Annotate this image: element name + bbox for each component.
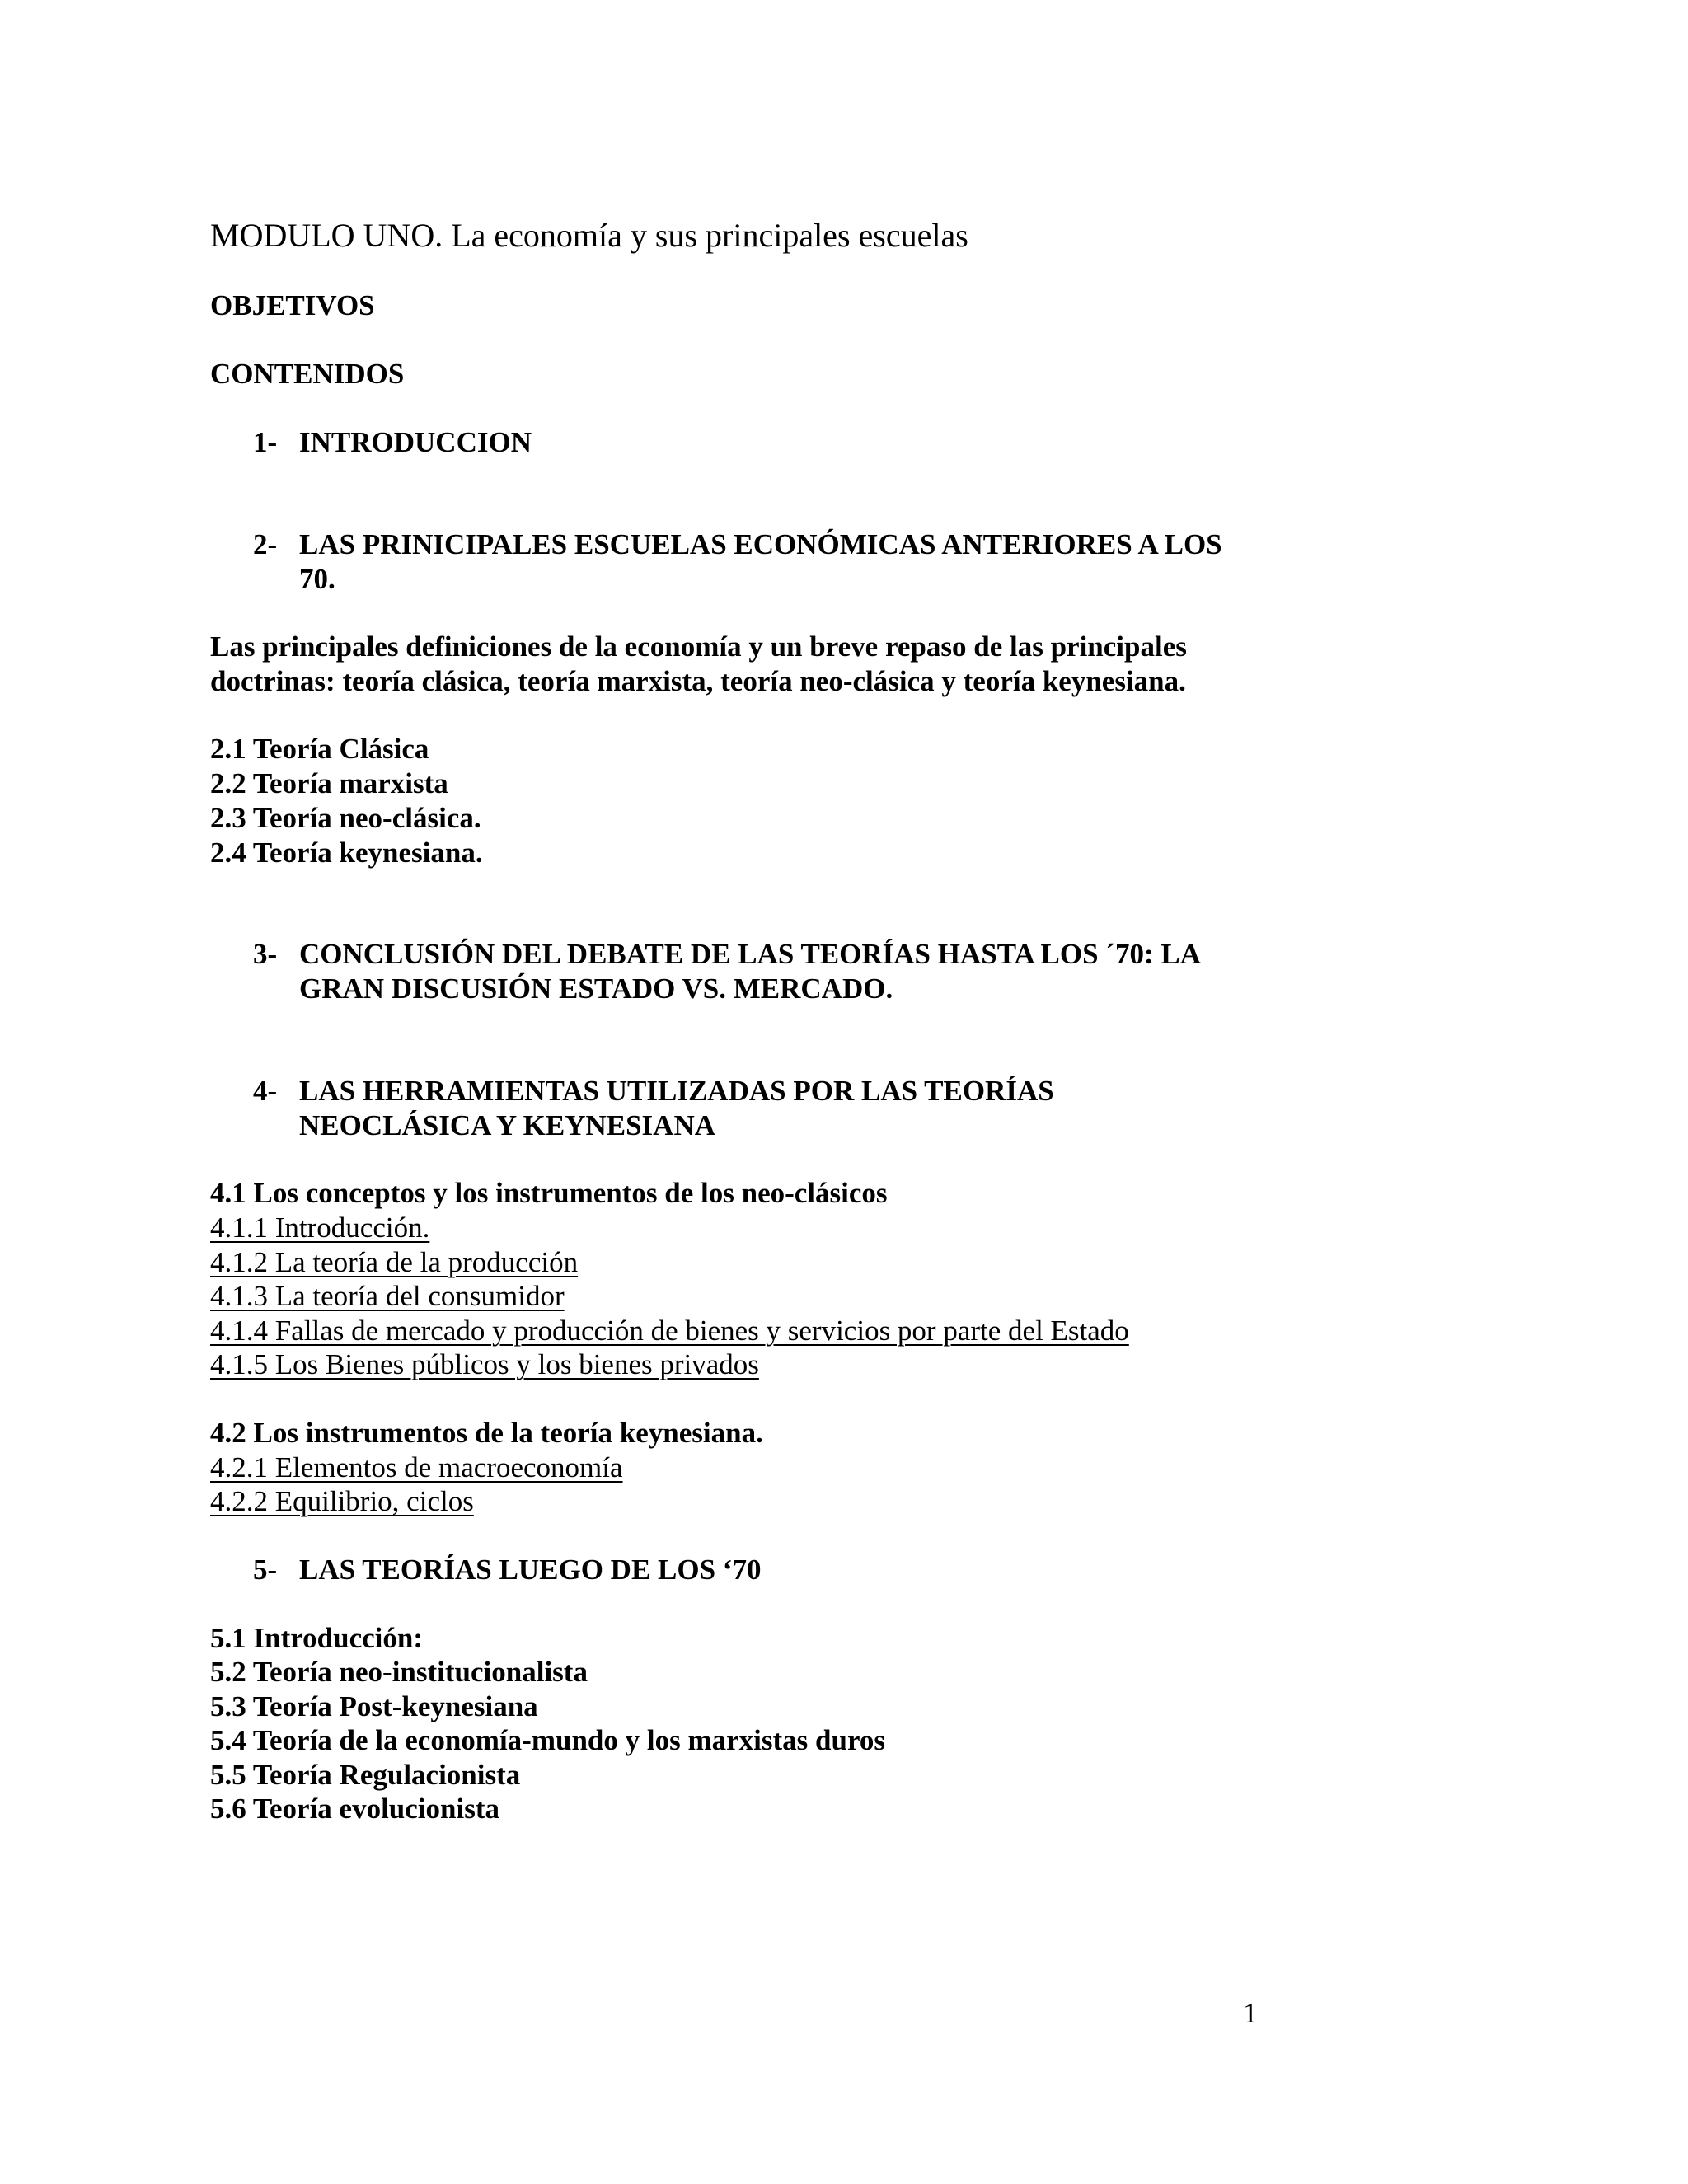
teoria-item: 2.1 Teoría Clásica <box>210 733 429 765</box>
teoria-item: 5.6 Teoría evolucionista <box>210 1793 499 1825</box>
section-5-number: 5- <box>253 1554 278 1586</box>
page-number: 1 <box>1243 1997 1258 2029</box>
section-1-number: 1- <box>253 426 278 458</box>
intro-paragraph-line2: doctrinas: teoría clásica, teoría marxista, teoría neo-clásica y teoría keynesiana. <box>210 665 1186 697</box>
objetivos-heading: OBJETIVOS <box>210 289 375 321</box>
toc-link[interactable]: 4.1.4 Fallas de mercado y producción de bienes y servicios por parte del Estado <box>210 1315 1129 1347</box>
section-3-title-line2: GRAN DISCUSIÓN ESTADO VS. MERCADO. <box>299 972 893 1005</box>
section-4-number: 4- <box>253 1075 278 1107</box>
section-2-number: 2- <box>253 528 278 560</box>
toc-link[interactable]: 4.2.2 Equilibrio, ciclos <box>210 1485 474 1517</box>
section-4-title-line2: NEOCLÁSICA Y KEYNESIANA <box>299 1109 716 1141</box>
intro-paragraph-line1: Las principales definiciones de la economía y un breve repaso de las principales <box>210 630 1187 663</box>
toc-link[interactable]: 4.1.5 Los Bienes públicos y los bienes privados <box>210 1348 759 1380</box>
section-1-title: INTRODUCCION <box>299 426 532 458</box>
contenidos-heading: CONTENIDOS <box>210 358 405 390</box>
teoria-item: 2.4 Teoría keynesiana. <box>210 837 483 869</box>
teoria-item: 5.5 Teoría Regulacionista <box>210 1759 521 1791</box>
subsection-4-1-heading: 4.1 Los conceptos y los instrumentos de los neo-clásicos <box>210 1177 888 1209</box>
teoria-item: 5.4 Teoría de la economía-mundo y los marxistas duros <box>210 1724 885 1756</box>
section-5-title: LAS TEORÍAS LUEGO DE LOS ‘70 <box>299 1554 762 1586</box>
teoria-item: 5.2 Teoría neo-institucionalista <box>210 1656 588 1688</box>
teoria-item: 5.1 Introducción: <box>210 1622 423 1654</box>
teoria-item: 2.2 Teoría marxista <box>210 767 448 799</box>
section-2-title-line2: 70. <box>299 563 335 595</box>
toc-link[interactable]: 4.1.1 Introducción. <box>210 1212 430 1244</box>
toc-link[interactable]: 4.1.3 La teoría del consumidor <box>210 1280 565 1312</box>
section-3-title-line1: CONCLUSIÓN DEL DEBATE DE LAS TEORÍAS HASTA LOS ´70: LA <box>299 938 1202 970</box>
page-title: MODULO UNO. La economía y sus principales escuelas <box>210 217 968 254</box>
section-4-title-line1: LAS HERRAMIENTAS UTILIZADAS POR LAS TEORÍAS <box>299 1075 1054 1107</box>
teoria-item: 5.3 Teoría Post-keynesiana <box>210 1690 538 1722</box>
toc-link[interactable]: 4.1.2 La teoría de la producción <box>210 1246 579 1278</box>
subsection-4-2-heading: 4.2 Los instrumentos de la teoría keynesiana. <box>210 1417 763 1449</box>
section-3-number: 3- <box>253 938 278 970</box>
section-2-title-line1: LAS PRINICIPALES ESCUELAS ECONÓMICAS ANTERIORES A LOS <box>299 528 1222 560</box>
teoria-item: 2.3 Teoría neo-clásica. <box>210 802 481 834</box>
toc-link[interactable]: 4.2.1 Elementos de macroeconomía <box>210 1451 623 1483</box>
